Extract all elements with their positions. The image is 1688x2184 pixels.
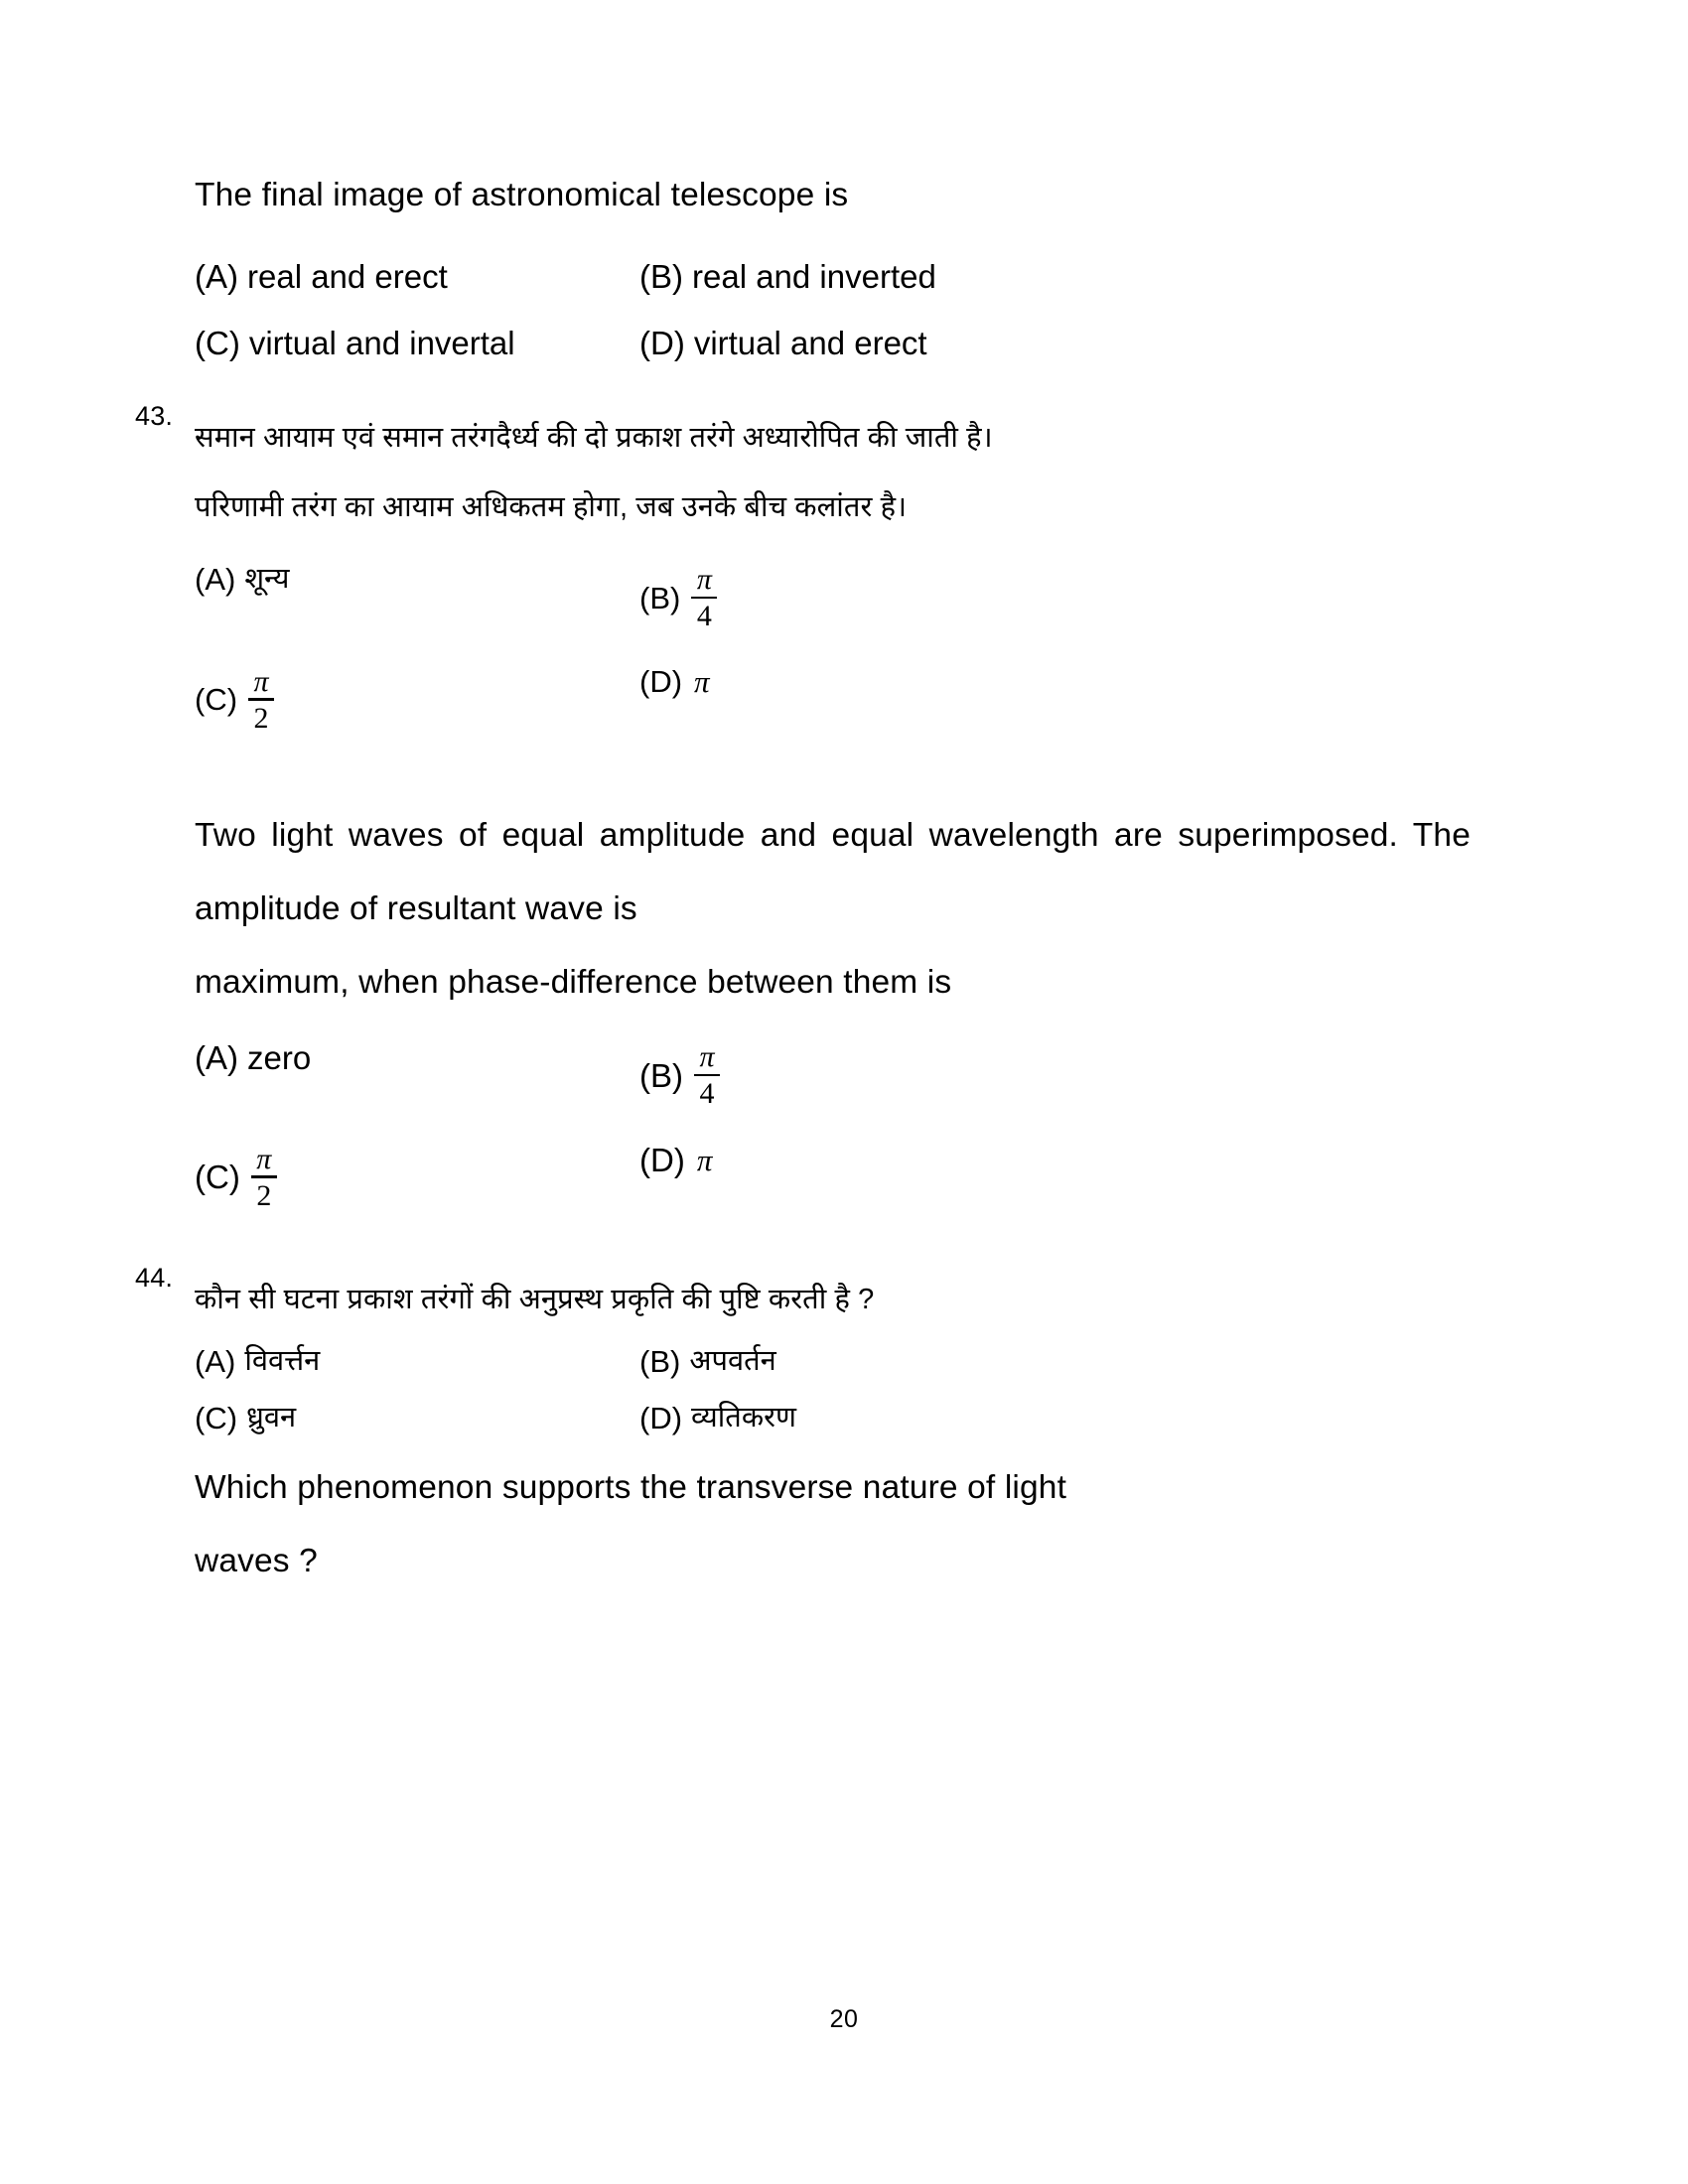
option-b-label: (B) bbox=[639, 1344, 681, 1379]
option-d-text: व्यतिकरण bbox=[691, 1402, 796, 1433]
options-44-hindi bbox=[195, 1346, 1476, 1433]
question-stem-telescope: The final image of astronomical telescope is bbox=[195, 177, 849, 213]
option-b-label: (B) bbox=[639, 1056, 683, 1094]
option-c-44-hindi[interactable] bbox=[195, 1403, 639, 1433]
stem-line-1: Which phenomenon supports the transverse nature of light bbox=[195, 1469, 1067, 1506]
fraction-denominator: 2 bbox=[256, 1178, 272, 1212]
option-d-43-hindi[interactable] bbox=[639, 663, 1476, 699]
stem-line-1: Two light waves of equal amplitude and equal wavelength bbox=[195, 817, 1099, 854]
option-row-ab bbox=[195, 564, 1476, 632]
fraction-numerator: π bbox=[696, 563, 712, 596]
fraction-pi-over-4 bbox=[691, 564, 717, 632]
options-43-hindi bbox=[195, 564, 1476, 734]
option-c-text: ध्रुवन bbox=[246, 1402, 297, 1433]
option-a-label: (A) bbox=[195, 258, 238, 295]
question-block-43-english bbox=[195, 799, 1485, 1211]
page-number: 20 bbox=[829, 2005, 859, 2033]
option-d-label: (D) bbox=[639, 1401, 683, 1435]
stem-line-2: waves ? bbox=[195, 1543, 318, 1579]
fraction-denominator: 4 bbox=[696, 600, 712, 632]
option-c-text: virtual and invertal bbox=[248, 325, 515, 361]
option-a-label: (A) bbox=[195, 1344, 236, 1379]
option-a-text: real and erect bbox=[247, 258, 448, 295]
option-d-label: (D) bbox=[639, 663, 683, 699]
option-d-label: (D) bbox=[639, 325, 685, 361]
question-stem-44-english bbox=[195, 1451, 1471, 1598]
option-a-text: शून्य bbox=[244, 563, 290, 595]
stem-line-3: maximum, when phase-difference between them is bbox=[195, 964, 952, 1001]
option-c-telescope[interactable] bbox=[195, 327, 639, 359]
option-c-label: (C) bbox=[195, 1159, 240, 1196]
option-c-label: (C) bbox=[195, 325, 240, 361]
option-c-43-hindi[interactable] bbox=[195, 666, 639, 735]
option-d-44-hindi[interactable] bbox=[639, 1403, 1476, 1433]
option-b-label: (B) bbox=[639, 580, 681, 615]
stem-line-2: परिणामी तरंग का आयाम अधिकतम होगा, जब उनके बीच कलांतर है। bbox=[195, 491, 908, 523]
fraction-pi-over-2 bbox=[251, 1144, 277, 1212]
fraction-numerator: π bbox=[253, 664, 269, 698]
option-b-43-hindi[interactable] bbox=[639, 564, 1476, 632]
question-block-43-hindi bbox=[135, 401, 1485, 735]
option-d-telescope[interactable] bbox=[639, 327, 1476, 359]
option-b-label: (B) bbox=[639, 258, 683, 295]
fraction-numerator: π bbox=[699, 1040, 715, 1073]
option-c-label: (C) bbox=[195, 1401, 238, 1435]
options-43-english bbox=[195, 1041, 1476, 1211]
option-a-telescope[interactable] bbox=[195, 260, 639, 293]
option-d-text: virtual and erect bbox=[693, 325, 927, 361]
option-c-label: (C) bbox=[195, 682, 238, 718]
question-block-44-english bbox=[195, 1451, 1485, 1598]
option-row-ab bbox=[195, 1346, 1476, 1377]
question-block-44-hindi bbox=[135, 1263, 1485, 1435]
option-row-ab bbox=[195, 260, 1476, 293]
pi-symbol: π bbox=[696, 1142, 713, 1177]
options-telescope bbox=[195, 260, 1476, 359]
option-a-43-hindi[interactable] bbox=[195, 564, 639, 595]
option-b-text: अपवर्तन bbox=[689, 1345, 776, 1377]
option-row-ab bbox=[195, 1041, 1476, 1110]
option-b-43-english[interactable] bbox=[639, 1041, 1476, 1110]
option-b-44-hindi[interactable] bbox=[639, 1346, 1476, 1377]
fraction-numerator: π bbox=[256, 1142, 272, 1175]
fraction-pi-over-4 bbox=[694, 1041, 720, 1110]
pi-symbol: π bbox=[694, 663, 710, 699]
option-row-cd bbox=[195, 1141, 1476, 1212]
question-stem-44-hindi: कौन सी घटना प्रकाश तरंगों की अनुप्रस्थ प्रकृति की पुष्टि करती है ? bbox=[195, 1284, 875, 1315]
option-a-44-hindi[interactable] bbox=[195, 1346, 639, 1377]
fraction-denominator: 4 bbox=[699, 1077, 715, 1110]
option-a-label: (A) bbox=[195, 1039, 238, 1076]
option-b-text: real and inverted bbox=[692, 258, 936, 295]
option-d-label: (D) bbox=[639, 1141, 685, 1178]
option-a-text: zero bbox=[247, 1039, 312, 1076]
option-a-43-english[interactable] bbox=[195, 1041, 639, 1074]
option-row-cd bbox=[195, 1403, 1476, 1433]
stem-line-2: are superimposed. The amplitude of resultant wave is bbox=[195, 817, 1471, 927]
option-d-43-english[interactable] bbox=[639, 1141, 1476, 1178]
question-block-telescope bbox=[195, 159, 1485, 359]
stem-line-1: समान आयाम एवं समान तरंगदैर्ध्य की दो प्रकाश तरंगे अध्यारोपित की जाती है। bbox=[195, 422, 993, 454]
option-a-text: विवर्त्तन bbox=[244, 1345, 321, 1377]
option-row-cd bbox=[195, 327, 1476, 359]
fraction-denominator: 2 bbox=[253, 701, 269, 735]
option-b-telescope[interactable] bbox=[639, 260, 1476, 293]
option-a-label: (A) bbox=[195, 562, 236, 597]
option-row-cd bbox=[195, 663, 1476, 735]
page-content bbox=[135, 159, 1485, 1598]
question-stem-43-hindi bbox=[195, 403, 1476, 542]
fraction-pi-over-2 bbox=[248, 666, 274, 735]
question-stem-43-english bbox=[195, 799, 1471, 1020]
option-c-43-english[interactable] bbox=[195, 1144, 639, 1212]
question-number-44: 44. bbox=[135, 1263, 174, 1293]
question-number-43: 43. bbox=[135, 401, 174, 431]
